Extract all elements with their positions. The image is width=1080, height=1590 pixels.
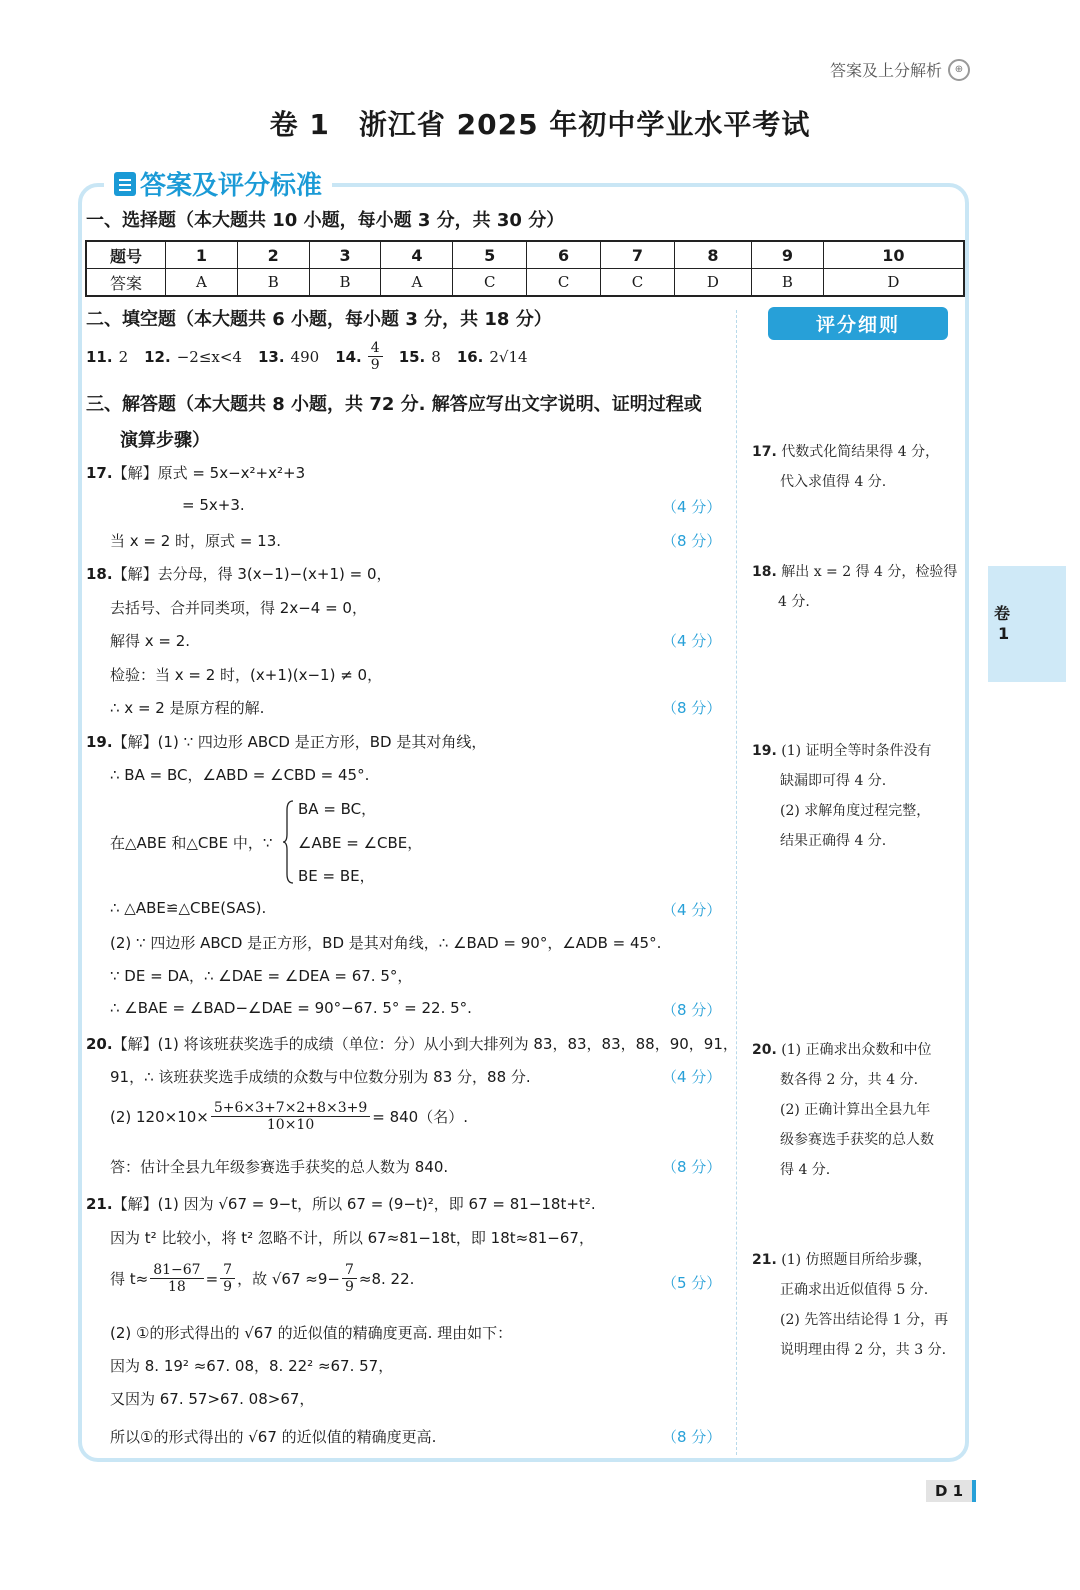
fill-val-12: −2≤x<4 — [176, 347, 242, 366]
fill-num-12: 12. — [144, 347, 171, 366]
q20-line1-text: 【解】(1) 将该班获奖选手的成绩（单位：分）从小到大排列为 83，83，83，88，90，91， — [112, 1035, 738, 1053]
section-banner-text: 答案及评分标准 — [140, 171, 323, 201]
section1-heading: 一、选择题（本大题共 10 小题，每小题 3 分，共 30 分） — [86, 210, 565, 231]
rubric-19-line4: 结果正确得 4 分. — [780, 833, 887, 849]
table-row-answers — [86, 269, 964, 297]
q20-number: 20. — [86, 1035, 113, 1053]
q19-number: 19. — [86, 733, 113, 751]
q20-line3 — [110, 1100, 468, 1133]
fill-answers — [86, 340, 538, 373]
question-number-cell: 8 — [674, 241, 751, 269]
rubric-18-number: 18. — [752, 564, 777, 580]
answer-cell: B — [751, 269, 823, 297]
q21-line3-d: ≈8. 22. — [358, 1269, 415, 1288]
rubric-21-line1 — [752, 1245, 967, 1275]
rubric-17 — [752, 437, 967, 497]
q20-score1: （4 分） — [662, 1068, 722, 1086]
q17-score2: （8 分） — [662, 532, 722, 550]
rubric-21-line2: 正确求出近似值得 5 分. — [780, 1282, 929, 1298]
q21-score1: （5 分） — [662, 1274, 722, 1292]
q17-score1: （4 分） — [662, 498, 722, 516]
fill-val-13: 490 — [290, 347, 320, 366]
answer-cell: C — [527, 269, 601, 297]
answer-cell: D — [674, 269, 751, 297]
q21-line6: 又因为 67. 57>67. 08>67， — [110, 1390, 315, 1408]
rubric-21-number: 21. — [752, 1252, 777, 1268]
rubric-19-text-a: (1) 证明全等时条件没有 — [781, 743, 932, 759]
rubric-21-text-a: (1) 仿照题目所给步骤， — [781, 1252, 932, 1268]
rubric-21-line4: 说明理由得 2 分，共 3 分. — [780, 1342, 947, 1358]
rubric-20-line2: 数各得 2 分，共 4 分. — [780, 1072, 919, 1088]
q19-score2: （8 分） — [662, 1001, 722, 1019]
q20-line4: 答：估计全县九年级参赛选手获奖的总人数为 840. — [110, 1158, 449, 1176]
q19-line1 — [86, 731, 486, 752]
question-number-cell: 2 — [237, 241, 309, 269]
q18-score2: （8 分） — [662, 699, 722, 717]
q20-fraction — [211, 1100, 370, 1133]
question-number-cell: 7 — [601, 241, 675, 269]
q21-line7: 所以①的形式得出的 √67 的近似值的精确度更高. — [110, 1428, 437, 1446]
fill-num-15: 15. — [398, 347, 426, 366]
fraction-numerator: 4 — [368, 340, 383, 357]
answer-cell: C — [601, 269, 675, 297]
page-number: D 1 — [926, 1480, 976, 1502]
rubric-20-text-a: (1) 正确求出众数和中位 — [781, 1042, 932, 1058]
rubric-20-line4: 级参赛选手获奖的总人数 — [780, 1132, 934, 1148]
q21-line4: (2) ①的形式得出的 √67 的近似值的精确度更高. 理由如下： — [110, 1324, 513, 1342]
section3-heading-line1: 三、解答题（本大题共 8 小题，共 72 分. 解答应写出文字说明、证明过程或 — [86, 394, 702, 415]
q21-line3-b: = — [205, 1269, 219, 1288]
rubric-17-text-a: 代数式化简结果得 4 分， — [781, 444, 940, 460]
q17-line2: = 5x+3. — [182, 496, 245, 514]
answer-cell: B — [309, 269, 381, 297]
q19-score1: （4 分） — [662, 901, 722, 919]
header-label — [830, 58, 970, 81]
q17-number: 17. — [86, 464, 113, 482]
q18-line5: ∴ x = 2 是原方程的解. — [110, 699, 265, 717]
q21-line3-c: ，故 √67 ≈9− — [237, 1270, 340, 1288]
fraction-numerator: 81−67 — [150, 1262, 203, 1279]
q17-line3: 当 x = 2 时，原式 = 13. — [110, 532, 282, 550]
rubric-18-line1 — [752, 557, 967, 587]
rubric-20-line1 — [752, 1035, 967, 1065]
q20-line3-suffix: = 840（名）. — [372, 1108, 468, 1126]
question-number-cell: 4 — [381, 241, 453, 269]
q21-fraction1 — [150, 1262, 203, 1295]
rubric-18-text-a: 解出 x = 2 得 4 分，检验得 — [781, 564, 958, 580]
fill-val-16: 2√14 — [489, 347, 528, 366]
fill-val-11: 2 — [118, 347, 129, 366]
q19-brace-line2: ∠ABE = ∠CBE， — [298, 834, 423, 852]
q19-line4: ∴ △ABE≌△CBE(SAS). — [110, 899, 267, 917]
rubric-18 — [752, 557, 967, 617]
answer-cell: A — [381, 269, 453, 297]
document-icon — [114, 172, 136, 196]
q20-score2: （8 分） — [662, 1158, 722, 1176]
rubric-19-line3: (2) 求解角度过程完整， — [780, 803, 931, 819]
q21-line1-text: 【解】(1) 因为 √67 = 9−t，所以 67 = (9−t)²，即 67 = 81−18t+t². — [112, 1195, 596, 1213]
page-title: 卷 1 浙江省 2025 年初中学业水平考试 — [269, 108, 811, 141]
fill-num-13: 13. — [257, 347, 285, 366]
q17-line1-text: 【解】原式 = 5x−x²+x²+3 — [112, 464, 306, 482]
rubric-17-line1 — [752, 437, 967, 467]
q18-line3: 解得 x = 2. — [110, 632, 191, 650]
q20-line2: 91，∴ 该班获奖选手成绩的众数与中位数分别为 83 分，88 分. — [110, 1068, 531, 1086]
rubric-21-line3: (2) 先答出结论得 1 分，再 — [780, 1312, 949, 1328]
q21-line2: 因为 t² 比较小，将 t² 忽略不计，所以 67≈81−18t，即 18t≈81−67， — [110, 1229, 594, 1247]
fraction-numerator: 7 — [220, 1262, 235, 1279]
q21-score2: （8 分） — [662, 1428, 722, 1446]
fraction-denominator: 10×10 — [266, 1117, 315, 1133]
answer-cell: D — [823, 269, 964, 297]
answer-cell: A — [166, 269, 238, 297]
q21-number: 21. — [86, 1195, 113, 1213]
rubric-20-line5: 得 4 分. — [780, 1162, 831, 1178]
q19-line5: (2) ∵ 四边形 ABCD 是正方形，BD 是其对角线，∴ ∠BAD = 90°，∠ADB = 45°. — [110, 934, 662, 952]
q19-line6: ∵ DE = DA，∴ ∠DAE = ∠DEA = 67. 5°， — [110, 967, 413, 985]
rubric-19-number: 19. — [752, 743, 777, 759]
q18-line1-text: 【解】去分母，得 3(x−1)−(x+1) = 0， — [112, 565, 392, 583]
q20-line3-prefix: (2) 120×10× — [110, 1107, 209, 1126]
fill-val-14-fraction — [368, 340, 383, 373]
rubric-20-line3: (2) 正确计算出全县九年 — [780, 1102, 931, 1118]
q21-fraction3 — [342, 1262, 357, 1295]
q21-fraction2 — [220, 1262, 235, 1295]
q18-line2: 去括号、合并同类项，得 2x−4 = 0， — [110, 599, 367, 617]
rubric-17-line2: 代入求值得 4 分. — [780, 474, 887, 490]
rubric-21 — [752, 1245, 967, 1365]
rubric-19 — [752, 736, 967, 856]
q19-line2: ∴ BA = BC，∠ABD = ∠CBD = 45°. — [110, 766, 370, 784]
answer-cell: B — [237, 269, 309, 297]
fill-val-15: 8 — [431, 347, 441, 366]
q21-line3-a: 得 t≈ — [110, 1270, 149, 1288]
q20-line1 — [86, 1033, 738, 1054]
section-banner — [104, 165, 332, 202]
row-label-question: 题号 — [86, 241, 166, 269]
rubric-badge: 评分细则 — [768, 307, 948, 340]
q19-brace-line3: BE = BE， — [298, 867, 375, 885]
q18-score1: （4 分） — [662, 632, 722, 650]
side-tab-line1: 卷 — [994, 604, 1011, 623]
q19-line1-text: 【解】(1) ∵ 四边形 ABCD 是正方形，BD 是其对角线， — [112, 733, 487, 751]
q19-line7: ∴ ∠BAE = ∠BAD−∠DAE = 90°−67. 5° = 22. 5°. — [110, 999, 472, 1017]
question-number-cell: 10 — [823, 241, 964, 269]
globe-icon: ⊕ — [948, 59, 970, 81]
fill-num-16: 16. — [456, 347, 484, 366]
rubric-17-number: 17. — [752, 444, 777, 460]
fraction-denominator: 9 — [370, 357, 380, 373]
rubric-19-line2: 缺漏即可得 4 分. — [780, 773, 887, 789]
q18-line4: 检验：当 x = 2 时，(x+1)(x−1) ≠ 0， — [110, 666, 383, 684]
question-number-cell: 6 — [527, 241, 601, 269]
rubric-20-number: 20. — [752, 1042, 777, 1058]
question-number-cell: 9 — [751, 241, 823, 269]
question-number-cell: 1 — [166, 241, 238, 269]
row-label-answer: 答案 — [86, 269, 166, 297]
rubric-19-line1 — [752, 736, 967, 766]
fraction-numerator: 7 — [342, 1262, 357, 1279]
fraction-denominator: 18 — [167, 1279, 186, 1295]
fraction-numerator: 5+6×3+7×2+8×3+9 — [211, 1100, 370, 1117]
fraction-denominator: 9 — [344, 1279, 354, 1295]
rubric-18-line2: 4 分. — [778, 594, 810, 610]
left-brace-icon — [282, 800, 294, 884]
q21-line5: 因为 8. 19² ≈67. 08，8. 22² ≈67. 57， — [110, 1357, 394, 1375]
section2-heading: 二、填空题（本大题共 6 小题，每小题 3 分，共 18 分） — [86, 309, 552, 330]
q19-brace-line1: BA = BC， — [298, 800, 377, 818]
question-number-cell: 3 — [309, 241, 381, 269]
fraction-denominator: 9 — [223, 1279, 233, 1295]
section3-heading-line2: 演算步骤） — [120, 430, 210, 451]
fill-num-11: 11. — [86, 347, 113, 366]
table-row-numbers — [86, 241, 964, 269]
header-label-text: 答案及上分解析 — [829, 61, 942, 80]
q17-line1 — [86, 462, 305, 483]
q21-line3 — [110, 1262, 414, 1295]
q18-line1 — [86, 563, 392, 584]
side-tab-line2: 1 — [998, 624, 1010, 643]
q19-line3: 在△ABE 和△CBE 中，∵ — [110, 834, 273, 852]
rubric-20 — [752, 1035, 967, 1185]
answer-table — [85, 240, 965, 297]
fill-num-14: 14. — [335, 347, 362, 366]
answer-cell: C — [453, 269, 527, 297]
side-tab — [988, 566, 1066, 682]
q21-line1 — [86, 1193, 596, 1214]
rubric-divider — [736, 310, 737, 1455]
q18-number: 18. — [86, 565, 113, 583]
question-number-cell: 5 — [453, 241, 527, 269]
